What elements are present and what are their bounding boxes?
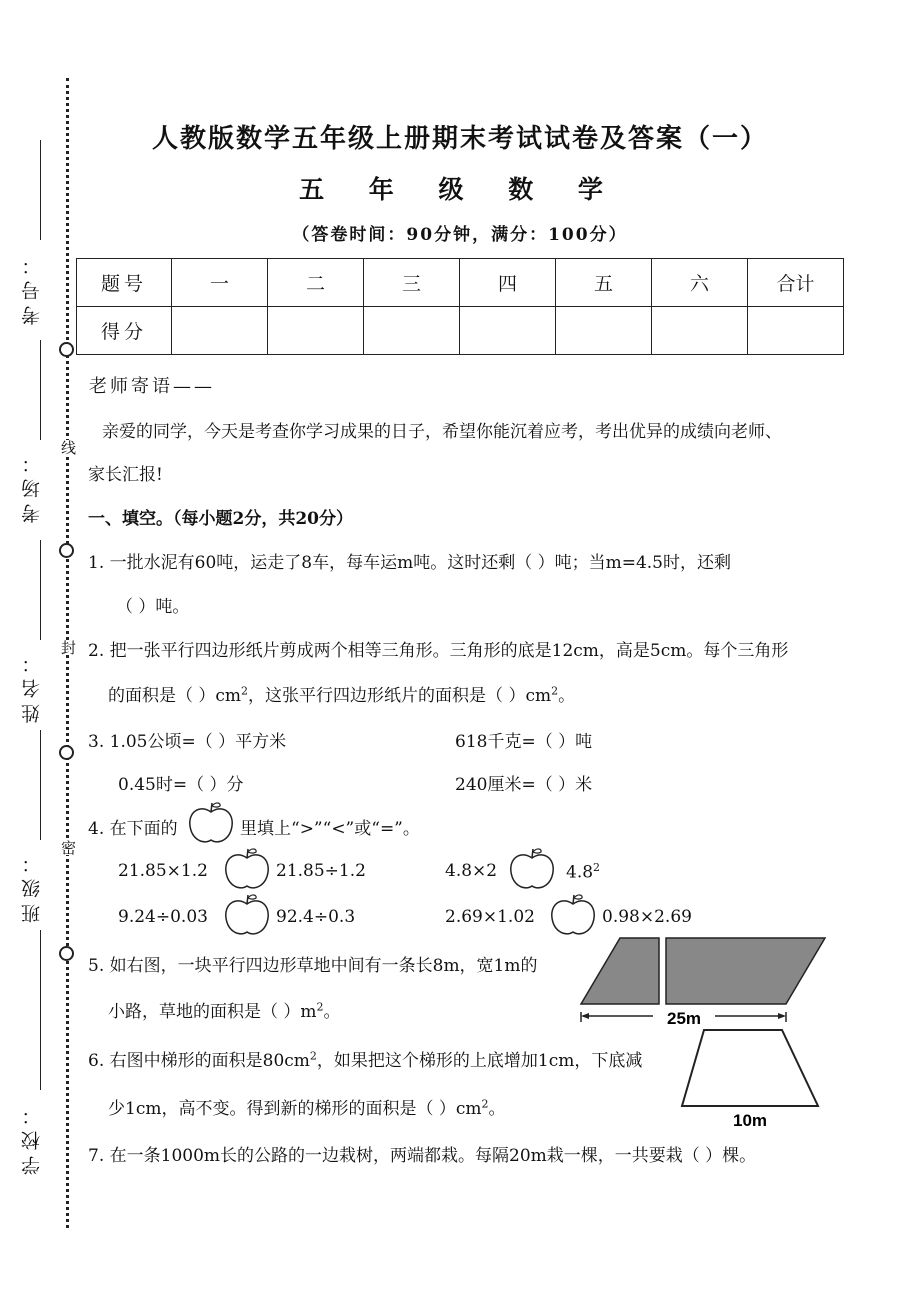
school-label: 学校： [21, 1100, 43, 1175]
text-fragment: 6. 右图中梯形的面积是80cm [88, 1051, 310, 1071]
table-cell: 一 [172, 259, 268, 307]
text-fragment: 4.8 [566, 862, 594, 883]
binding-hole [59, 342, 74, 357]
text-fragment: 。 [323, 1002, 341, 1022]
apple-icon[interactable] [222, 892, 272, 938]
question-2-cont [108, 681, 575, 706]
name-label: 姓名： [21, 648, 43, 723]
teacher-message-line: 家长汇报! [88, 465, 163, 485]
superscript: 2 [551, 684, 559, 698]
superscript: 2 [316, 1000, 324, 1014]
name-line [40, 540, 41, 640]
comparison-right [566, 861, 600, 883]
question-6-cont [108, 1094, 506, 1119]
page-title: 人教版数学五年级上册期末考试试卷及答案（一） [151, 124, 768, 154]
table-cell: 得分 [77, 307, 172, 355]
binding-hole [59, 543, 74, 558]
text-fragment: 小路，草地的面积是（ ）m [108, 1002, 317, 1022]
lawn-left [581, 938, 659, 1004]
lawn-right [666, 938, 825, 1004]
question-1: 1. 一批水泥有60吨，运走了8车，每车运m吨。这时还剩（ ）吨；当m=4.5时，还剩 [88, 553, 731, 573]
binding-char-xian: 线 [59, 440, 77, 455]
figure-label: 25m [666, 1009, 702, 1028]
exam-info: （答卷时间：90分钟，满分：100分） [292, 225, 628, 245]
apple-icon[interactable] [507, 846, 557, 892]
score-cell[interactable] [652, 307, 748, 355]
question-4: 4. 在下面的 [88, 819, 178, 839]
binding-hole [59, 745, 74, 760]
comparison-right: 0.98×2.69 [602, 907, 692, 927]
class-label: 班级： [21, 848, 43, 923]
comparison-left: 4.8×2 [445, 861, 498, 881]
text-fragment: ，这张平行四边形纸片的面积是（ ）cm [248, 686, 552, 706]
question-4-instruction: 里填上“>”“<”或“=”。 [240, 819, 420, 839]
teacher-message-heading: 老师寄语—— [89, 376, 215, 397]
exam-room-label: 考场： [21, 448, 43, 523]
exam-room-line [40, 340, 41, 440]
table-cell: 四 [460, 259, 556, 307]
question-7: 7. 在一条1000m长的公路的一边栽树，两端都栽。每隔20m栽一棵，一共要栽（ ）棵。 [88, 1146, 757, 1166]
table-cell: 五 [556, 259, 652, 307]
superscript: 2 [309, 1049, 317, 1063]
comparison-left: 21.85×1.2 [118, 861, 208, 881]
question-5-cont [108, 997, 341, 1022]
text-fragment: 少1cm，高不变。得到新的梯形的面积是（ ）cm [108, 1099, 482, 1119]
school-line [40, 930, 41, 1090]
text-fragment: 。 [558, 686, 576, 706]
figure-label: 10m [732, 1111, 768, 1130]
question-2: 2. 把一张平行四边形纸片剪成两个相等三角形。三角形的底是12cm，高是5cm。每个三角形 [88, 641, 789, 661]
table-cell: 合计 [748, 259, 844, 307]
binding-char-mi: 密 [59, 840, 77, 855]
score-cell[interactable] [460, 307, 556, 355]
class-line [40, 730, 41, 840]
comparison-right: 92.4÷0.3 [276, 907, 356, 927]
score-table [76, 258, 844, 355]
apple-icon[interactable] [222, 846, 272, 892]
question-3: 240厘米=（ ）米 [455, 775, 593, 795]
section-heading: 一、填空。（每小题2分，共20分） [88, 509, 353, 529]
binding-hole [59, 946, 74, 961]
question-3: 618千克=（ ）吨 [455, 732, 593, 752]
score-table-score-row [77, 307, 844, 355]
text-fragment: ，如果把这个梯形的上底增加1cm，下底减 [316, 1051, 643, 1071]
score-cell[interactable] [748, 307, 844, 355]
text-fragment: 的面积是（ ）cm [108, 686, 242, 706]
score-cell[interactable] [268, 307, 364, 355]
score-cell[interactable] [172, 307, 268, 355]
parallelogram-figure [575, 932, 835, 1032]
superscript: 2 [241, 684, 249, 698]
comparison-left: 9.24÷0.03 [118, 907, 208, 927]
comparison-left: 2.69×1.02 [445, 907, 535, 927]
superscript: 2 [481, 1097, 489, 1111]
question-3: 3. 1.05公顷=（ ）平方米 [88, 732, 287, 752]
table-cell: 题号 [77, 259, 172, 307]
table-cell: 三 [364, 259, 460, 307]
question-1-cont: （ ）吨。 [116, 597, 190, 617]
page-subtitle: 五 年 级 数 学 [299, 175, 621, 204]
apple-icon [186, 800, 236, 846]
trapezoid-shape [682, 1030, 818, 1106]
trapezoid-figure [678, 1026, 828, 1132]
question-5: 5. 如右图，一块平行四边形草地中间有一条长8m，宽1m的 [88, 956, 538, 976]
teacher-message-line: 亲爱的同学，今天是考查你学习成果的日子，希望你能沉着应考，考出优异的成绩向老师、 [102, 422, 782, 442]
exam-number-label: 考号： [21, 250, 43, 325]
text-fragment: 。 [488, 1099, 506, 1119]
comparison-right: 21.85÷1.2 [276, 861, 366, 881]
table-cell: 六 [652, 259, 748, 307]
score-cell[interactable] [556, 307, 652, 355]
table-cell: 二 [268, 259, 364, 307]
question-6 [88, 1046, 642, 1071]
binding-char-feng: 封 [59, 640, 77, 655]
score-table-header-row [77, 259, 844, 307]
question-3: 0.45时=（ ）分 [118, 775, 244, 795]
score-cell[interactable] [364, 307, 460, 355]
superscript: 2 [593, 861, 601, 874]
